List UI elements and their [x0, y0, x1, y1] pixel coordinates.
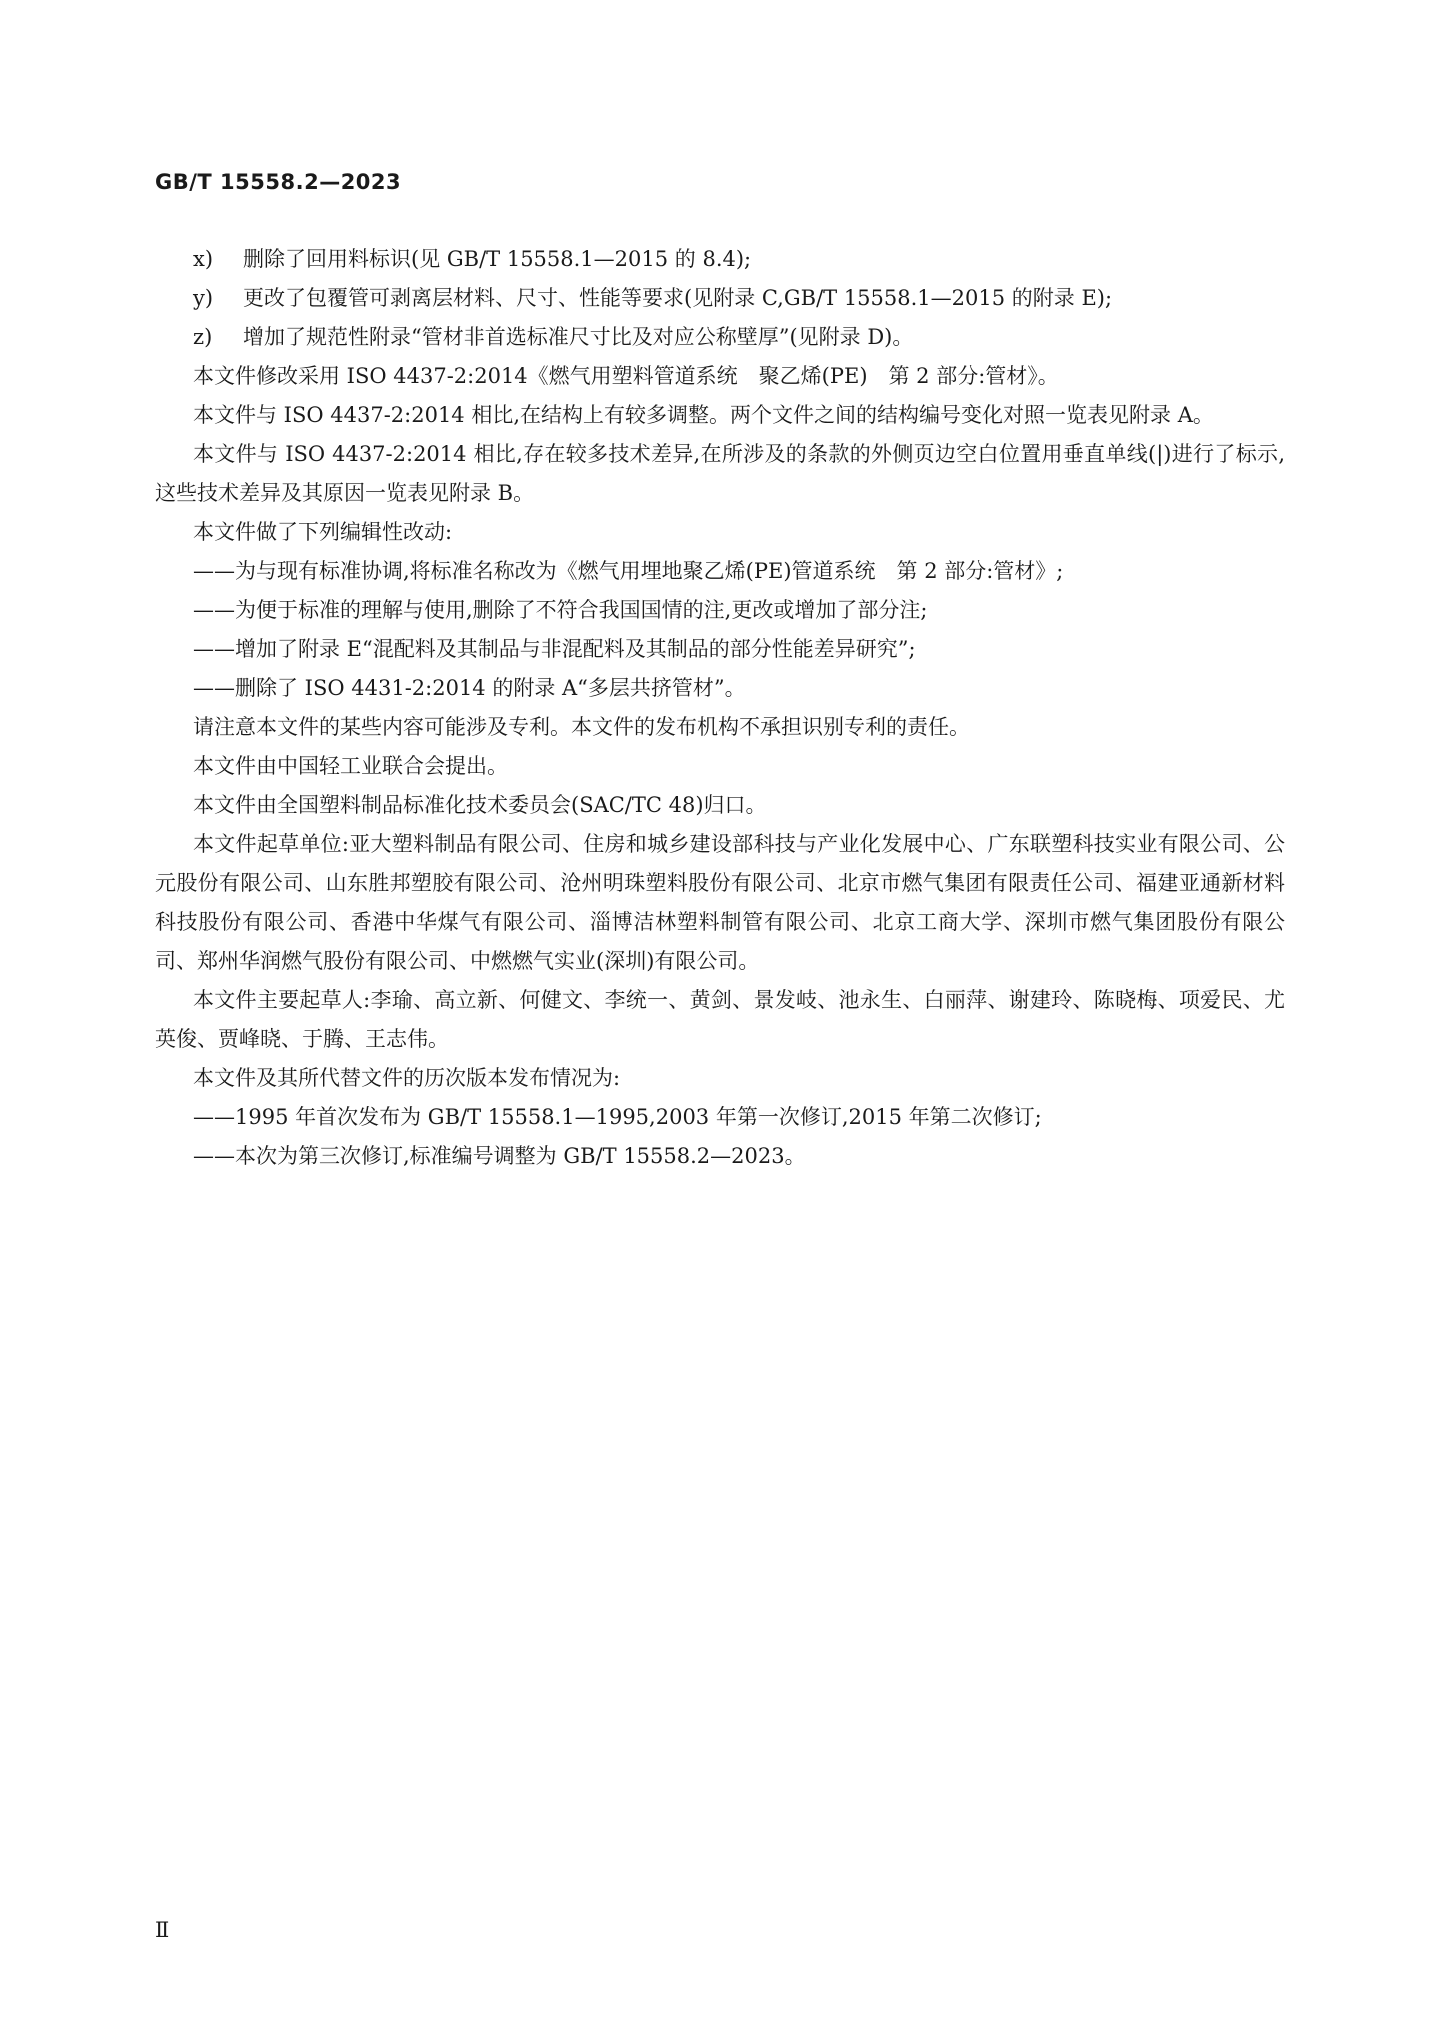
- paragraph-adoption: 本文件修改采用 ISO 4437-2:2014《燃气用塑料管道系统 聚乙烯(PE) 第 2 部分:管材》。: [193, 364, 1059, 388]
- paragraph-patent-notice: 请注意本文件的某些内容可能涉及专利。本文件的发布机构不承担识别专利的责任。: [193, 715, 970, 739]
- paragraph-committee: 本文件由全国塑料制品标准化技术委员会(SAC/TC 48)归口。: [193, 793, 767, 817]
- list-marker: y): [193, 286, 214, 310]
- paragraph-editorial-intro: 本文件做了下列编辑性改动:: [193, 520, 453, 544]
- document-body: [155, 240, 1285, 1176]
- list-item-y: [155, 279, 1285, 318]
- editorial-change-item: ——为与现有标准协调,将标准名称改为《燃气用埋地聚乙烯(PE)管道系统 第 2 部分:管材》;: [193, 559, 1064, 583]
- list-item-text: 更改了包覆管可剥离层材料、尺寸、性能等要求(见附录 C,GB/T 15558.1—2015 的附录 E);: [243, 286, 1113, 310]
- paragraph-technical-differences: 本文件与 ISO 4437-2:2014 相比,存在较多技术差异,在所涉及的条款的外侧页边空白位置用垂直单线(|)进行了标示,这些技术差异及其原因一览表见附录 B。: [155, 442, 1285, 505]
- page-number: Ⅱ: [155, 1918, 170, 1942]
- list-item-z: [155, 318, 1285, 357]
- document-code-header: GB/T 15558.2—2023: [155, 170, 402, 194]
- editorial-change-item: ——增加了附录 E“混配料及其制品与非混配料及其制品的部分性能差异研究”;: [193, 637, 916, 661]
- paragraph-history-intro: 本文件及其所代替文件的历次版本发布情况为:: [193, 1066, 621, 1090]
- list-marker: x): [193, 247, 214, 271]
- list-marker: z): [193, 325, 213, 349]
- editorial-change-item: ——删除了 ISO 4431-2:2014 的附录 A“多层共挤管材”。: [193, 676, 746, 700]
- paragraph-drafters: 本文件主要起草人:李瑜、高立新、何健文、李统一、黄剑、景发岐、池永生、白丽萍、谢建玲、陈晓梅、项爱民、尤英俊、贾峰晓、于腾、王志伟。: [155, 988, 1285, 1051]
- history-item: ——本次为第三次修订,标准编号调整为 GB/T 15558.2—2023。: [193, 1144, 806, 1168]
- paragraph-proposer: 本文件由中国轻工业联合会提出。: [193, 754, 508, 778]
- list-item-text: 增加了规范性附录“管材非首选标准尺寸比及对应公称壁厚”(见附录 D)。: [243, 325, 914, 349]
- paragraph-drafting-units: 本文件起草单位:亚大塑料制品有限公司、住房和城乡建设部科技与产业化发展中心、广东联塑科技实业有限公司、公元股份有限公司、山东胜邦塑胶有限公司、沧州明珠塑料股份有限公司、北京市燃气集团有限责任公司、福建亚通新材料科技股份有限公司、香港中华煤气有限公司、淄博洁林塑料制管有限公司、北京工商大学、深圳市燃气集团股份有限公司、郑州华润燃气股份有限公司、中燃燃气实业(深圳)有限公司。: [155, 832, 1285, 973]
- list-item-text: 删除了回用料标识(见 GB/T 15558.1—2015 的 8.4);: [243, 247, 752, 271]
- paragraph-structure: 本文件与 ISO 4437-2:2014 相比,在结构上有较多调整。两个文件之间的结构编号变化对照一览表见附录 A。: [193, 403, 1214, 427]
- editorial-change-item: ——为便于标准的理解与使用,删除了不符合我国国情的注,更改或增加了部分注;: [193, 598, 928, 622]
- list-item-x: [155, 240, 1285, 279]
- history-item: ——1995 年首次发布为 GB/T 15558.1—1995,2003 年第一次修订,2015 年第二次修订;: [193, 1105, 1042, 1129]
